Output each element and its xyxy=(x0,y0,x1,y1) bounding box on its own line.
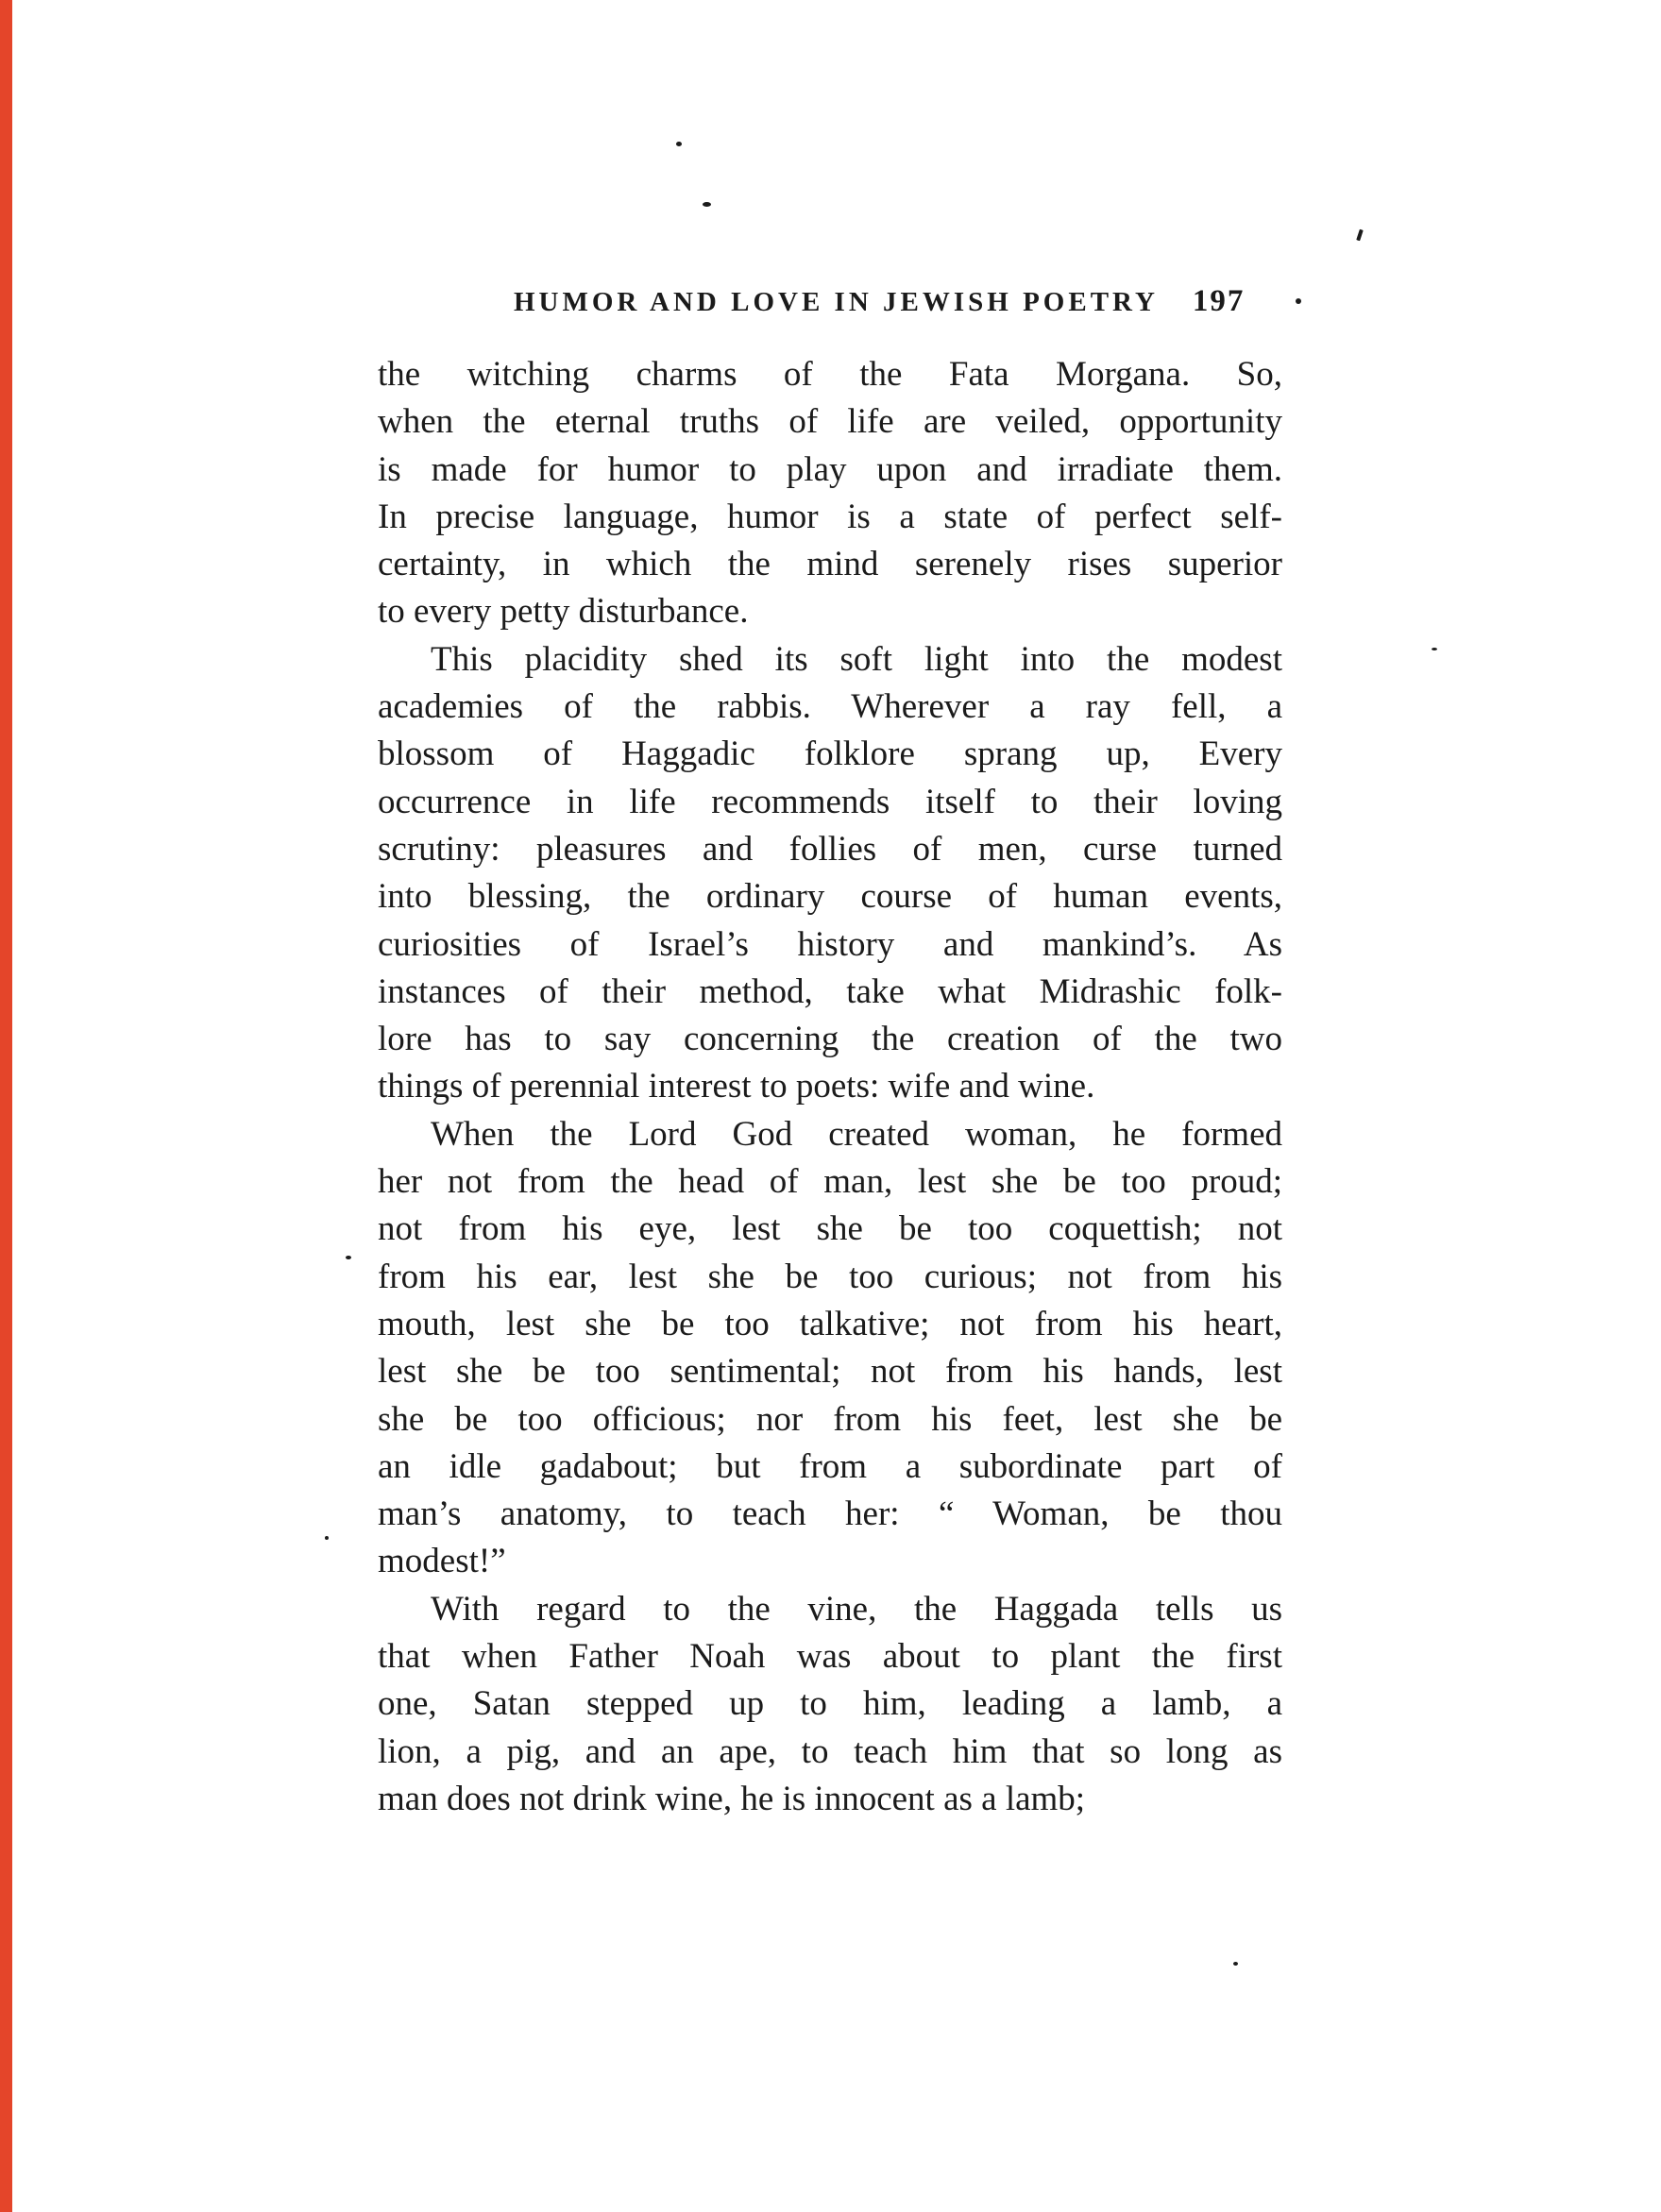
body-text xyxy=(378,351,1282,1823)
text-line: In precise language, humor is a state of perfect self- xyxy=(378,497,1282,536)
text-line: that when Father Noah was about to plant the first xyxy=(378,1637,1282,1677)
text-line: When the Lord God created woman, he formed xyxy=(431,1114,1282,1154)
scan-dot xyxy=(703,202,711,207)
scan-tick-mark xyxy=(1356,229,1364,242)
text-line: she be too officious; nor from his feet, lest she be xyxy=(378,1399,1282,1439)
text-line: her not from the head of man, lest she be too proud; xyxy=(378,1162,1282,1202)
text-line: scrutiny: pleasures and follies of men, curse turned xyxy=(378,829,1282,869)
running-title: HUMOR AND LOVE IN JEWISH POETRY xyxy=(514,287,1159,317)
text-line: occurrence in life recommends itself to their loving xyxy=(378,782,1282,821)
text-line: from his ear, lest she be too curious; not from his xyxy=(378,1257,1282,1296)
text-line: man’s anatomy, to teach her: “ Woman, be thou xyxy=(378,1494,1282,1534)
scan-dot xyxy=(325,1536,329,1540)
text-line: the witching charms of the Fata Morgana. So, xyxy=(378,355,1282,394)
text-line: one, Satan stepped up to him, leading a lamb, a xyxy=(378,1684,1282,1724)
text-line: is made for humor to play upon and irradiate them. xyxy=(378,449,1282,489)
text-line: lion, a pig, and an ape, to teach him that so long as xyxy=(378,1731,1282,1771)
text-line: not from his eye, lest she be too coquettish; not xyxy=(378,1209,1282,1249)
text-line: to every petty disturbance. xyxy=(378,592,749,632)
text-line: mouth, lest she be too talkative; not from his heart, xyxy=(378,1304,1282,1343)
text-line: when the eternal truths of life are veiled, opportunity xyxy=(378,402,1282,442)
text-line: This placidity shed its soft light into the modest xyxy=(431,639,1282,679)
text-line: man does not drink wine, he is innocent as a lamb; xyxy=(378,1779,1086,1818)
text-line: into blessing, the ordinary course of human events, xyxy=(378,877,1282,917)
text-line: certainty, in which the mind serenely rises superior xyxy=(378,545,1282,584)
scan-dot xyxy=(346,1256,351,1259)
text-line: lest she be too sentimental; not from his hands, lest xyxy=(378,1352,1282,1392)
scan-edge-strip xyxy=(0,0,12,2212)
text-line: academies of the rabbis. Wherever a ray fell, a xyxy=(378,687,1282,727)
text-line: With regard to the vine, the Haggada tells us xyxy=(431,1589,1282,1629)
scan-dot xyxy=(1296,298,1301,304)
scan-dot xyxy=(1233,1962,1238,1966)
scan-dot xyxy=(676,142,682,146)
text-line: lore has to say concerning the creation of the two xyxy=(378,1020,1282,1059)
text-line: instances of their method, take what Midrashic folk- xyxy=(378,971,1282,1011)
page-header xyxy=(514,284,1326,319)
text-line: an idle gadabout; but from a subordinate part of xyxy=(378,1446,1282,1486)
page-number: 197 xyxy=(1192,284,1246,318)
text-line: things of perennial interest to poets: wife and wine. xyxy=(378,1067,1095,1106)
text-line: blossom of Haggadic folklore sprang up, Every xyxy=(378,735,1282,774)
text-line: modest!” xyxy=(378,1542,506,1581)
scan-dot xyxy=(1432,648,1437,650)
text-line: curiosities of Israel’s history and mankind’s. As xyxy=(378,924,1282,964)
